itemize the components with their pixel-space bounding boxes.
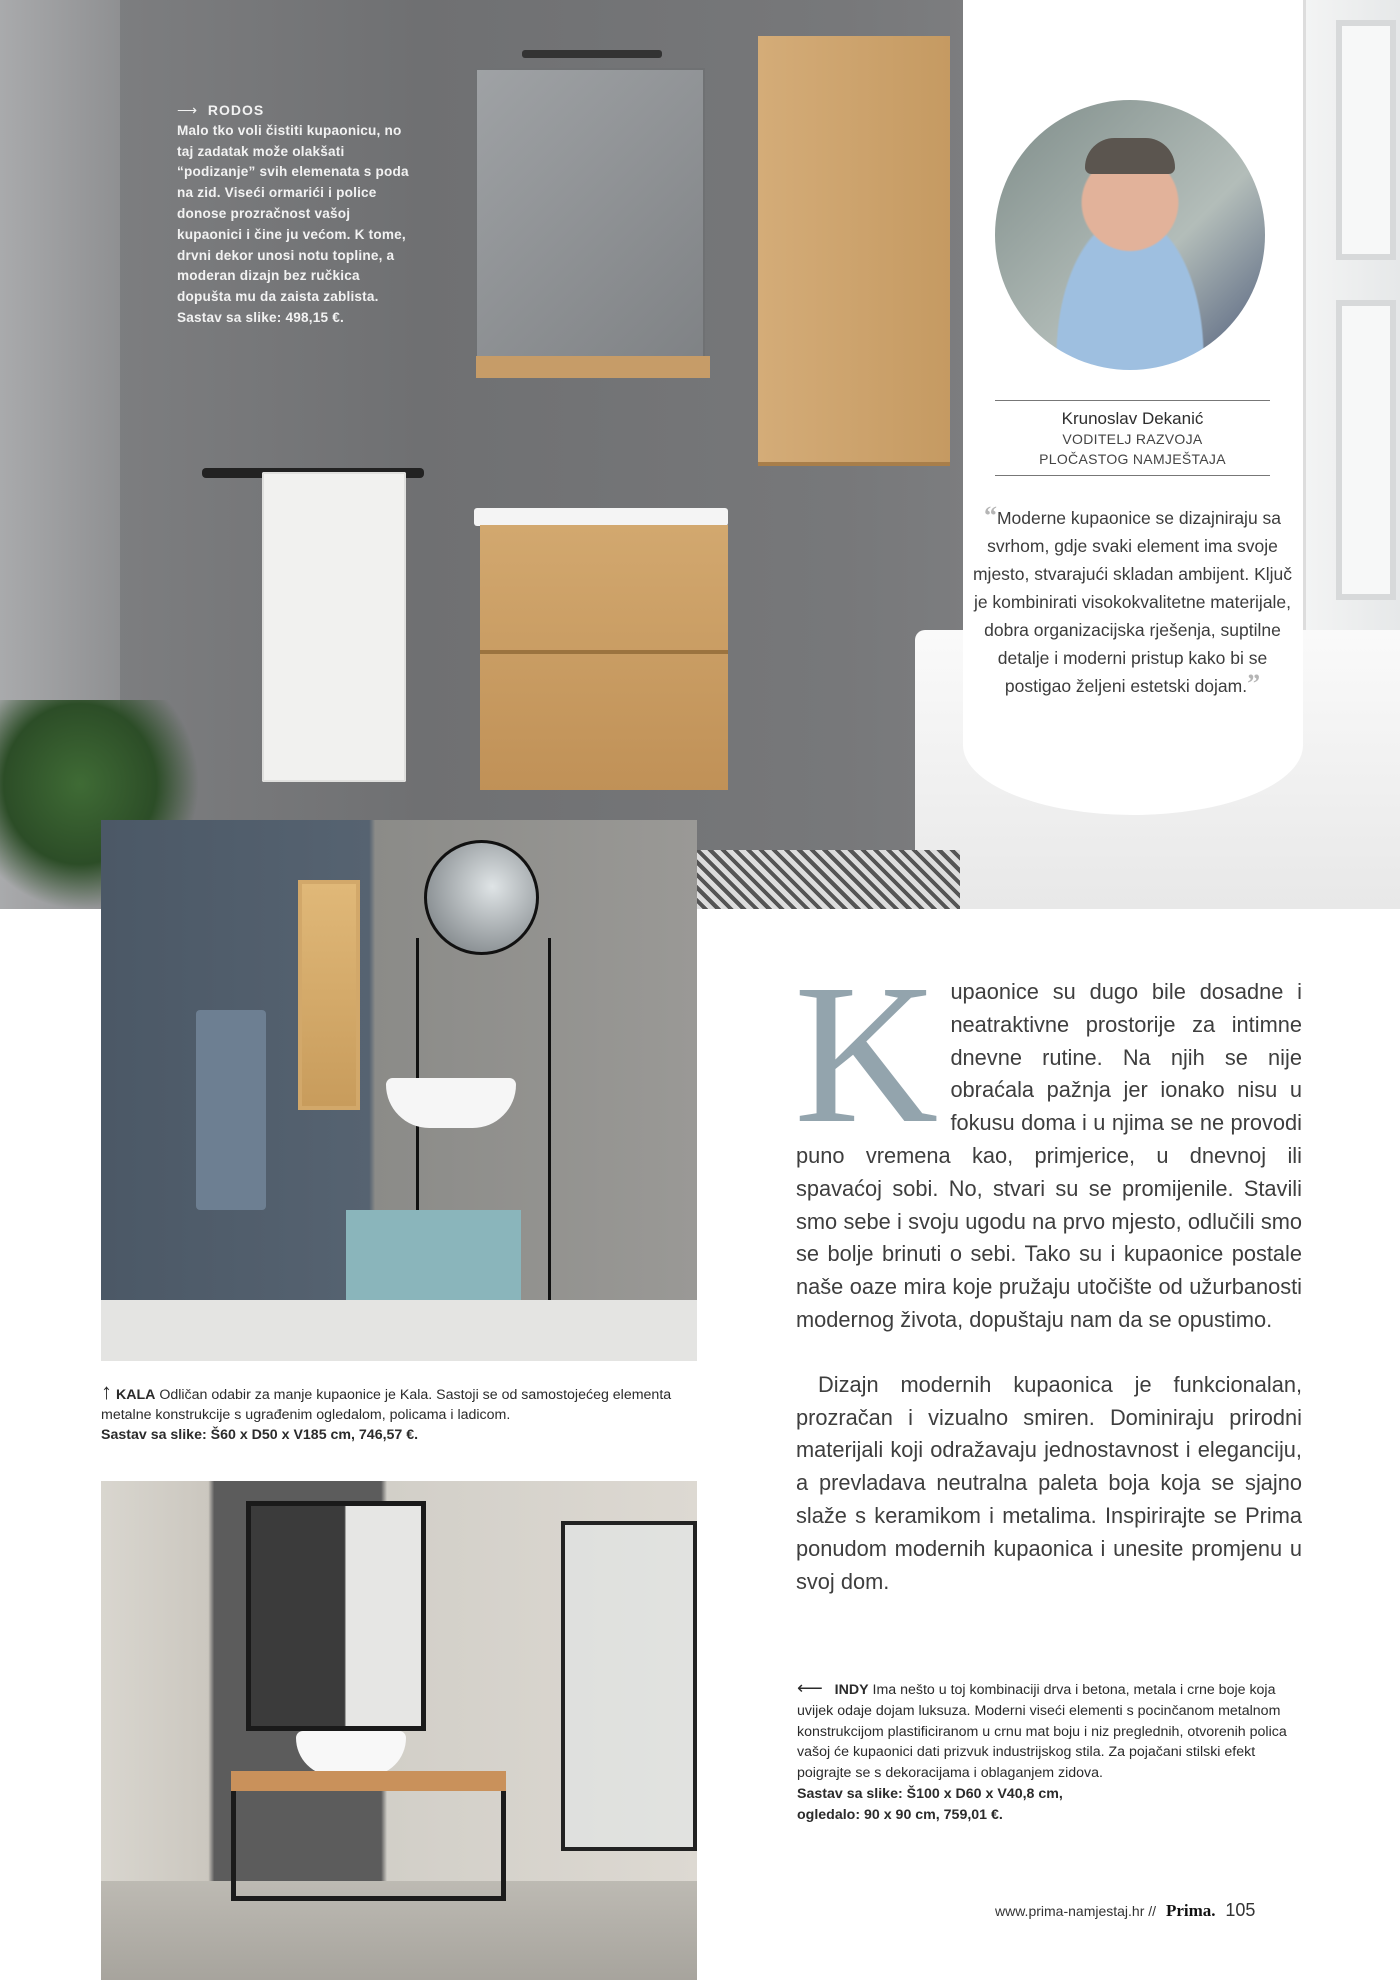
footer-separator: // — [1148, 1903, 1157, 1919]
website-link[interactable]: www.prima-namjestaj.hr — [995, 1903, 1145, 1919]
expert-quote — [965, 501, 1300, 700]
wall-niche — [298, 880, 360, 1110]
expert-portrait — [995, 100, 1265, 370]
brand-logo: Prima. — [1165, 1901, 1216, 1920]
indy-text: Ima nešto u toj kombinaciji drva i betona, metala i crne boje koja uvijek odaje dojam luksuza. Moderni viseći elementi s pocinčanom metalnom konstrukcijom plastificiranom u crnu mat boju i niz preglednih, otvorenih polica vašoj će kupaonici dati prizvuk industrijskog stila. Za pojačani stilski efekt poigrajte se s dekoracijama i oblaganjem zidova. — [797, 1682, 1287, 1782]
vanity-cabinet — [480, 525, 728, 790]
drop-cap: K — [794, 944, 939, 1165]
quote-open-icon: “ — [983, 501, 997, 530]
expert-role-2: PLOČASTOG NAMJEŠTAJA — [1039, 451, 1226, 467]
paragraph-1: upaonice su dugo bile dosadne i neatraktivne prostorije za intimne dnevne rutine. Na njih se nije obraćala pažnja jer ionako nisu u fokusu doma i u njima se ne provodi puno vremena kao, primjerice, u dnevnoj ili spavaćoj sobi. No, stvari su se promijenile. Stavili smo sebe i svoju ugodu na prvo mjesto, odlučili smo se bolje brinuti o sebi. Tako su i kupaonice postale naše oaze mira koje pružaju utočište od užurbanosti modernog života, dopuštaju nam da se opustimo. — [796, 979, 1302, 1332]
kala-title: KALA — [115, 1387, 156, 1403]
arrow-right-icon: ⟶ — [177, 102, 199, 118]
indy-bathroom-photo — [101, 1481, 697, 1980]
indy-price-2: ogledalo: 90 x 90 cm, 759,01 €. — [797, 1806, 1003, 1823]
quote-text: Moderne kupaonice se dizajniraju sa svrhom, gdje svaki element ima svoje mjesto, stvarajući skladan ambijent. Ključ je kombinirati visokokvalitetne materijale, dobra organizacijska rješenja, suptilne detalje i moderni pristup kako bi se postigao željeni estetski dojam. — [972, 508, 1293, 696]
towel — [262, 472, 406, 782]
towel — [196, 1010, 266, 1210]
rodos-text: Malo tko voli čistiti kupaonicu, no taj zadatak može olakšati “podizanje” svih elemenata s poda na zid. Viseći ormarići i police donose prozračnost vašoj kupaonici i čine ju većom. K tome, drvni dekor unosi notu topline, a moderan dizajn bez ručkica dopušta mu da zaista zablista. — [177, 122, 409, 305]
expert-info — [995, 400, 1270, 476]
quote-close-icon: ” — [1247, 669, 1261, 698]
basin — [296, 1731, 406, 1776]
page-number: 105 — [1225, 1900, 1256, 1920]
expert-role-1: VODITELJ RAZVOJA — [1062, 431, 1203, 447]
shelf — [476, 356, 710, 378]
arrow-left-icon: ⟵ — [797, 1678, 823, 1698]
kala-text: Odličan odabir za manje kupaonice je Kala. Sastoji se od samostojećeg elementa metalne konstrukcije s ugrađenim ogledalom, policama i ladicom. — [101, 1387, 672, 1423]
metal-shelf-frame — [231, 1791, 506, 1901]
basin — [474, 508, 728, 526]
square-mirror — [246, 1501, 426, 1731]
paragraph-2: Dizajn modernih kupaonica je funkcionalan, prozračan i vizualno smiren. Dominiraju prirodni materijali koji odražavaju jednostavnost i eleganciju, a prevladava neutralna paleta boja koja se sjajno slaže s keramikom i metalima. Inspirirajte se Prima ponudom modernih kupaonica i unesite promjenu u svoj dom. — [796, 1371, 1302, 1594]
article-body — [794, 944, 1302, 1598]
rodos-caption — [177, 100, 413, 329]
arrow-up-icon: ↑ — [101, 1379, 112, 1404]
expert-name: Krunoslav Dekanić — [1061, 409, 1204, 428]
tiled-floor — [690, 850, 960, 909]
indy-title: INDY — [834, 1682, 869, 1698]
floor — [101, 1300, 697, 1361]
kala-price: Sastav sa slike: Š60 x D50 x V185 cm, 746,57 €. — [101, 1427, 419, 1443]
indy-price-1: Sastav sa slike: Š100 x D60 x V40,8 cm, — [797, 1785, 1063, 1802]
basin — [386, 1078, 516, 1128]
drawer — [346, 1210, 521, 1310]
indy-caption — [797, 1678, 1297, 1826]
rodos-price: Sastav sa slike: 498,15 €. — [177, 309, 344, 325]
shower-cabin — [561, 1521, 697, 1851]
tall-cabinet — [758, 36, 950, 466]
kala-bathroom-photo — [101, 820, 697, 1361]
mirror-lamp — [522, 50, 662, 58]
wooden-countertop — [231, 1771, 506, 1791]
kala-caption — [101, 1379, 711, 1445]
rodos-title: RODOS — [207, 102, 265, 118]
mirror — [475, 68, 705, 363]
page-footer — [995, 1900, 1255, 1921]
